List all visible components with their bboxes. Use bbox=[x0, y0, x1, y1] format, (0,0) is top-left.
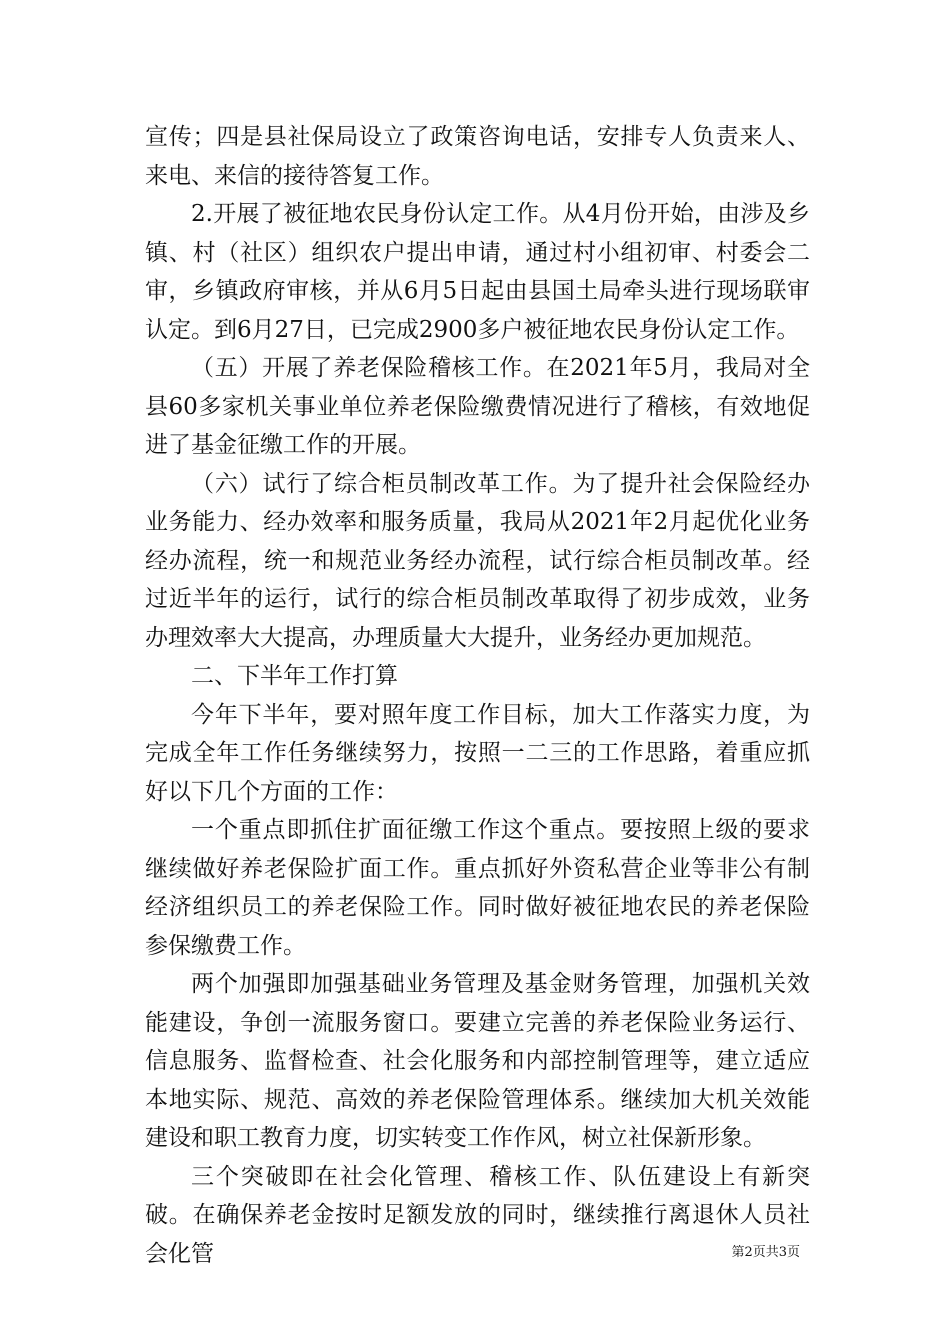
paragraph: 一个重点即抓住扩面征缴工作这个重点。要按照上级的要求继续做好养老保险扩面工作。重点抓好外资私营企业等非公有制经济组织员工的养老保险工作。同时做好被征地农民的养老保险参保缴费工作。 bbox=[145, 817, 810, 959]
paragraph: （五）开展了养老保险稽核工作。在2021年5月，我局对全县60多家机关事业单位养老保险缴费情况进行了稽核，有效地促进了基金征缴工作的开展。 bbox=[145, 355, 810, 458]
paragraph: 今年下半年，要对照年度工作目标，加大工作落实力度，为完成全年工作任务继续努力，按照一二三的工作思路，着重应抓好以下几个方面的工作： bbox=[145, 701, 810, 805]
section-heading: 二、下半年工作打算 bbox=[191, 663, 398, 689]
page-number: 第2页共3页 bbox=[731, 1245, 800, 1260]
paragraph: 2.开展了被征地农民身份认定工作。从4月份开始，由涉及乡镇、村（社区）组织农户提出申请，通过村小组初审、村委会二审，乡镇政府审核，并从6月5日起由县国土局牵头进行现场联审认定。到6月27日，已完成2900多户被征地农民身份认定工作。 bbox=[145, 201, 810, 343]
paragraph: （六）试行了综合柜员制改革工作。为了提升社会保险经办业务能力、经办效率和服务质量，我局从2021年2月起优化业务经办流程，统一和规范业务经办流程，试行综合柜员制改革。经过近半年的运行，试行的综合柜员制改革取得了初步成效，业务办理效率大大提高，办理质量大大提升，业务经办更加规范。 bbox=[145, 470, 810, 651]
paragraph: 宣传；四是县社保局设立了政策咨询电话，安排专人负责来人、来电、来信的接待答复工作。 bbox=[145, 124, 810, 189]
paragraph: 两个加强即加强基础业务管理及基金财务管理，加强机关效能建设，争创一流服务窗口。要建立完善的养老保险业务运行、信息服务、监督检查、社会化服务和内部控制管理等，建立适应本地实际、规范、高效的养老保险管理体系。继续加大机关效能建设和职工教育力度，切实转变工作作风，树立社保新形象。 bbox=[145, 971, 810, 1151]
body-text bbox=[145, 118, 810, 1273]
paragraph: 三个突破即在社会化管理、稽核工作、队伍建设上有新突破。在确保养老金按时足额发放的同时，继续推行离退休人员社会化管 bbox=[145, 1163, 810, 1267]
